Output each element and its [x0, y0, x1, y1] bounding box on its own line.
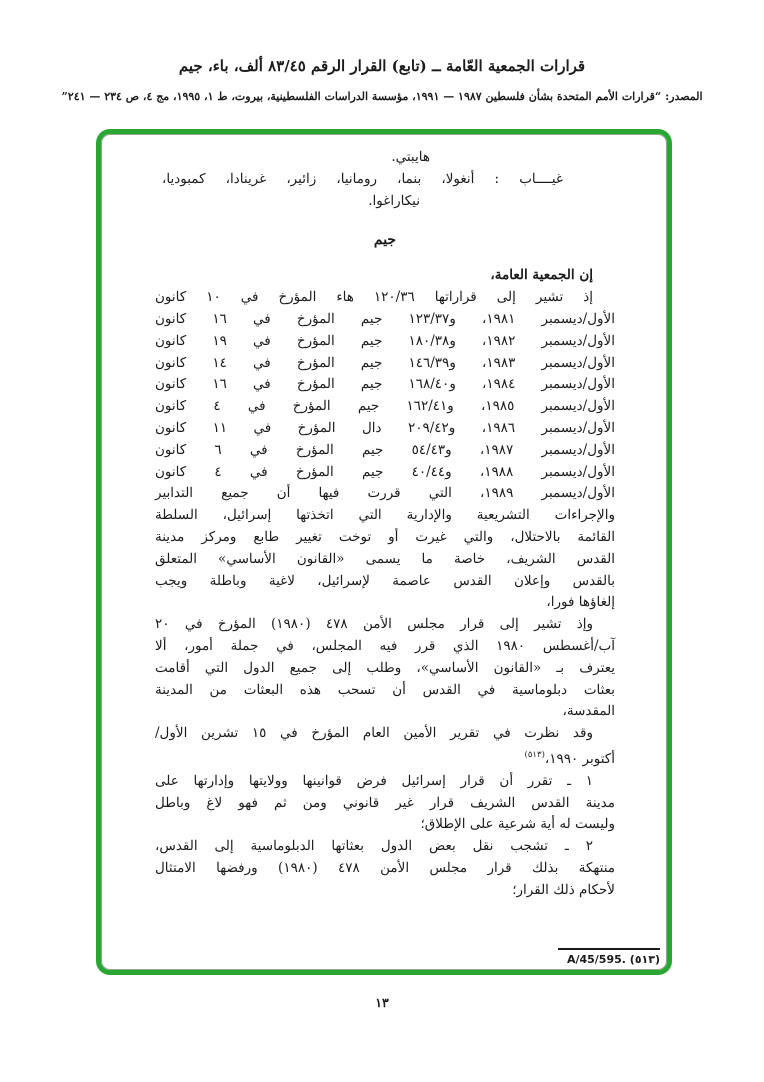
paragraph [155, 723, 615, 771]
text-line: وإذ تشير إلى قرار مجلس الأمن ٤٧٨ (١٩٨٠) المؤرخ في ٢٠ [155, 616, 593, 633]
absent-list-continuation-nicaragua: نيكاراغوا. [368, 192, 420, 209]
text-line: الأول/ديسمبر ١٩٨٧، و٥٤/٤٣ جيم المؤرخ في ٦ كانون [155, 441, 615, 458]
text-line: الأول/ديسمبر ١٩٨٥، و١٦٢/٤١ جيم المؤرخ في ٤ كانون [155, 398, 616, 415]
text-line: الأول/ديسمبر ١٩٨٣، و١٤٦/٣٩ جيم المؤرخ في ١٤ كانون [155, 354, 616, 371]
paragraph [155, 287, 615, 614]
footnote-block [552, 948, 660, 966]
text-line: والإجراءات التشريعية والإدارية التي اتخذتها إسرائيل، السلطة [155, 507, 615, 524]
footnote-marker: (٥١٣) [524, 749, 545, 760]
text-line: مدينة القدس الشريف قرار غير قانوني ومن ثم فهو لاغ وباطل [155, 794, 615, 811]
text-line: الأول/ديسمبر ١٩٨٨، و٤٠/٤٤ جيم المؤرخ في ٤ كانون [155, 463, 615, 480]
text-line: المقدسة، [562, 703, 615, 720]
footnote-reference: A/45/595. (٥١٣) [566, 953, 660, 966]
text-line: ١ ـ تقرر أن قرار إسرائيل فرض قوانينها وولايتها وإدارتها على [155, 772, 593, 789]
text-line: القائمة بالاحتلال، والتي غيرت أو توخت تغيير طابع ومركز مدينة [155, 528, 615, 545]
text-line: وقد نظرت في تقرير الأمين العام المؤرخ في ١٥ تشرين الأول/ [155, 725, 593, 742]
text-line: القدس الشريف، خاصة ما يسمى «القانون الأساسي» المتعلق [155, 550, 615, 567]
paragraph [155, 614, 615, 723]
preamble-general-assembly: إن الجمعية العامة، [490, 267, 593, 284]
absent-list-continuation-haiti: هايبتي. [391, 149, 430, 165]
text-line: الأول/ديسمبر ١٩٨٩، التي قررت فيها أن جميع التدابير [155, 485, 615, 502]
text-line: وليست له أية شرعية على الإطلاق؛ [420, 816, 615, 833]
text-line: الأول/ديسمبر ١٩٨٢، و١٨٠/٣٨ جيم المؤرخ في ١٩ كانون [155, 332, 616, 349]
paragraph [155, 836, 615, 901]
text-line: لأحكام ذلك القرار؛ [512, 881, 615, 898]
page-header-title: قرارات الجمعية العّامة ــ (تابع) القرار الرقم ٨٣/٤٥ ألف، باء، جيم [178, 57, 586, 75]
text-line: بعثات دبلوماسية في القدس أن تسحب هذه البعثات من المدينة [155, 681, 615, 698]
text-line: يعترف بـ «القانون الأساسي»، وطلب إلى جميع الدول التي أقامت [155, 659, 615, 676]
text-line: بالقدس وإعلان القدس عاصمة لإسرائيل، لاغية وباطلة ويجب [155, 572, 615, 589]
text-line: آب/أغسطس ١٩٨٠ الذي قرر فيه المجلس، في جملة أمور، ألا [155, 637, 615, 654]
section-heading-jeem: جيم [373, 232, 397, 249]
page-number: ١٣ [375, 995, 389, 1010]
body-paragraphs [155, 287, 615, 901]
text-column [155, 134, 615, 902]
text-line: إلغاؤها فورا، [546, 594, 615, 611]
page-header-source: المصدر: “قرارات الأمم المتحدة بشأن فلسطين ١٩٨٧ — ١٩٩١، مؤسسة الدراسات الفلسطينية، بيروت، ط ١، ١٩٩٥، مج ٤، ص ٢٣٤ — ٢٤١” [61, 90, 703, 103]
text-line: الأول/ديسمبر ١٩٨١، و١٢٣/٣٧ جيم المؤرخ في ١٦ كانون [155, 310, 616, 327]
absent-list-line: غيــــاب : أنغولا، بنما، رومانيا، زائير، غرينادا، كمبوديا، [162, 170, 563, 187]
text-line: الأول/ديسمبر ١٩٨٦، و٢٠٩/٤٢ دال المؤرخ في ١١ كانون [155, 419, 615, 436]
footnote-rule [558, 948, 660, 950]
content-border-box [96, 129, 672, 975]
paragraph [155, 771, 615, 836]
text-line: ٢ ـ تشجب نقل بعض الدول بعثاتها الدبلوماسية إلى القدس، [155, 838, 593, 855]
text-line: منتهكة بذلك قرار مجلس الأمن ٤٧٨ (١٩٨٠) ورفضها الامتثال [155, 859, 616, 876]
text-line: إذ تشير إلى قراراتها ١٢٠/٣٦ هاء المؤرخ في ١٠ كانون [155, 289, 593, 306]
text-line: أكتوبر ١٩٩٠،$^{(٥١٣)}$ [524, 749, 615, 767]
text-line: الأول/ديسمبر ١٩٨٤، و١٦٨/٤٠ جيم المؤرخ في ١٦ كانون [155, 376, 616, 393]
